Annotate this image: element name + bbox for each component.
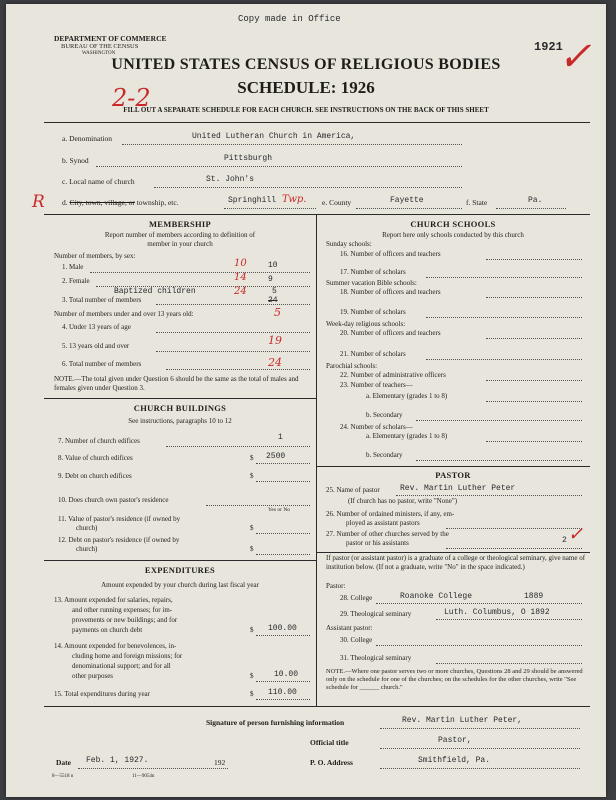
state-label: f. State: [466, 198, 488, 207]
synod-label: b. Synod: [62, 156, 89, 165]
q31-label: 31. Theological seminary: [340, 654, 412, 662]
rule: [224, 208, 316, 209]
print-code: 11—9054n: [132, 774, 155, 779]
q27-value: 2: [562, 536, 567, 545]
q11-label: church): [76, 524, 98, 532]
date-value: Feb. 1, 1927.: [86, 756, 149, 765]
rule: [256, 635, 310, 636]
official-title-value: Pastor,: [438, 736, 472, 745]
date-suffix: 192: [214, 758, 226, 767]
q14-label: other purposes: [72, 672, 114, 680]
membership-note: NOTE.—The total given under Question 6 should be the same as the total of males and females given under Question 3.: [54, 375, 299, 392]
q12-label: 12. Debt on pastor's residence (if owned by: [58, 536, 180, 544]
dept-line1: DEPARTMENT OF COMMERCE: [54, 34, 167, 43]
divider: [44, 214, 590, 215]
local-name-value: St. John's: [206, 175, 255, 184]
rule: [446, 528, 582, 529]
divider: [44, 398, 316, 399]
rule: [78, 768, 228, 769]
q13-label: 13. Amount expended for salaries, repairs,: [54, 596, 173, 604]
dollar-sign: $: [250, 626, 254, 634]
rule: [256, 481, 310, 482]
rule: [380, 748, 580, 749]
q20-label: 20. Number of officers and teachers: [340, 329, 441, 337]
local-name-label: c. Local name of church: [62, 177, 135, 186]
buildings-heading: CHURCH BUILDINGS: [133, 403, 227, 413]
rule: [256, 463, 310, 464]
schedule-title: SCHEDULE: 1926: [237, 78, 375, 97]
date-label: Date: [56, 758, 71, 767]
check-mark: ✓: [568, 524, 584, 545]
by-sex-label: Number of members, by sex:: [54, 252, 136, 260]
q13-label: payments on church debt: [72, 626, 143, 634]
yes-no-hint: Yes or No: [268, 507, 291, 513]
rule: [436, 663, 582, 664]
rule: [436, 619, 582, 620]
q8-value: 2500: [266, 452, 286, 461]
rule: [256, 681, 310, 682]
rule: [376, 645, 582, 646]
pastor-sub-label: Pastor:: [326, 582, 346, 590]
q23a-label: a. Elementary (grades 1 to 8): [366, 392, 448, 400]
rule: [446, 548, 582, 549]
official-title-label: Official title: [310, 738, 349, 747]
q3-value: 24: [268, 296, 278, 305]
q14-label: cluding home and foreign missions; for: [72, 652, 183, 660]
rule: [156, 304, 310, 305]
rule: [486, 380, 582, 381]
graduate-note: If pastor (or assistant pastor) is a graduate of a college or theological seminary, give name of institution below. (If not a graduate, write "No" in the space indicated.): [326, 554, 586, 571]
buildings-sub: See instructions, paragraphs 10 to 12: [128, 417, 232, 425]
q14-label: 14. Amount expended for benevolences, in-: [54, 642, 177, 650]
rule: [156, 351, 310, 352]
q27-label: 27. Number of other churches served by the: [326, 530, 449, 538]
rule: [376, 603, 582, 604]
rule: [416, 420, 582, 421]
q23b-label: b. Secondary: [366, 411, 403, 419]
q14-value: 10.00: [274, 670, 299, 679]
print-code: 8—5518 n: [52, 774, 74, 779]
q24a-label: a. Elementary (grades 1 to 8): [366, 432, 448, 440]
q16-label: 16. Number of officers and teachers: [340, 250, 441, 258]
rule: [496, 208, 566, 209]
membership-intro: member in your church: [147, 240, 213, 248]
q12-label: church): [76, 545, 98, 553]
divider: [316, 552, 590, 553]
rule: [486, 338, 582, 339]
q13-value: 100.00: [268, 624, 297, 633]
parochial-label: Parochial schools:: [326, 362, 378, 370]
dollar-sign: $: [250, 545, 254, 553]
schools-heading: CHURCH SCHOOLS: [410, 219, 496, 229]
page-title: UNITED STATES CENSUS OF RELIGIOUS BODIES: [111, 56, 501, 73]
q2b-hand: 24: [234, 286, 247, 297]
q28-value: Roanoke College: [400, 592, 473, 601]
q21-label: 21. Number of scholars: [340, 350, 406, 358]
dollar-sign: $: [250, 524, 254, 532]
divider: [316, 466, 590, 467]
dollar-sign: $: [250, 454, 254, 462]
q3-label: 3. Total number of members: [62, 296, 142, 304]
expenditures-heading: EXPENDITURES: [144, 565, 216, 575]
rule: [380, 768, 580, 769]
rule: [256, 699, 310, 700]
denomination-label: a. Denomination: [62, 134, 112, 143]
weekday-label: Week-day religious schools:: [326, 320, 406, 328]
assistant-label: Assistant pastor:: [326, 624, 373, 632]
dept-line2: BUREAU OF THE CENSUS: [61, 43, 139, 50]
q10-label: 10. Does church own pastor's residence: [58, 496, 169, 504]
pastor-heading: PASTOR: [435, 470, 471, 480]
denomination-value: United Lutheran Church in America,: [192, 132, 356, 141]
rule: [156, 332, 310, 333]
divider: [44, 122, 590, 123]
q6-value: 24: [268, 356, 282, 369]
q13-label: provements or new buildings; and for: [72, 616, 178, 624]
margin-mark: R: [32, 192, 45, 212]
q7-label: 7. Number of church edifices: [58, 437, 140, 445]
q26-label: ployed as assistant pastors: [346, 519, 420, 527]
county-label: e. County: [322, 198, 352, 207]
summer-label: Summer vacation Bible schools:: [326, 279, 417, 287]
rule: [380, 728, 580, 729]
q25-note: (If church has no pastor, write "None"): [348, 497, 458, 505]
q23-label: 23. Number of teachers—: [340, 381, 413, 389]
q2-hand: 14: [234, 272, 247, 283]
q25-label: 25. Name of pastor: [326, 486, 380, 494]
q4-value: 5: [274, 306, 281, 319]
q24b-label: b. Secondary: [366, 451, 403, 459]
rule: [486, 259, 582, 260]
divider: [44, 706, 590, 707]
q2b-value: 5: [272, 287, 277, 296]
rule: [90, 272, 310, 273]
q7-value: 1: [278, 433, 283, 442]
q26-label: 26. Number of ordained ministers, if any, em-: [326, 510, 455, 518]
q8-label: 8. Value of church edifices: [58, 454, 133, 462]
state-value: Pa.: [528, 196, 543, 205]
census-schedule-sheet: [6, 4, 606, 797]
q24-label: 24. Number of scholars—: [340, 423, 413, 431]
q28-year: 1889: [524, 592, 544, 601]
q29-value: Luth. Columbus, O 1892: [444, 608, 550, 617]
check-mark: ✓: [558, 34, 592, 80]
q1-label: 1. Male: [62, 263, 84, 271]
q29-label: 29. Theological seminary: [340, 610, 412, 618]
q2-label: 2. Female: [62, 277, 90, 285]
q17-label: 17. Number of scholars: [340, 268, 406, 276]
q2-value: 9: [268, 275, 273, 284]
sunday-label: Sunday schools:: [326, 240, 372, 248]
q5-label: 5. 13 years old and over: [62, 342, 130, 350]
dept-line3: WASHINGTON: [82, 51, 116, 56]
rule: [416, 460, 582, 461]
baptized-children-label: Baptized children: [114, 287, 196, 296]
q22-label: 22. Number of administrative officers: [340, 371, 446, 379]
township-hand: Twp.: [282, 194, 307, 205]
q13-label: and other running expenses; for im-: [72, 606, 173, 614]
pastor-note: NOTE.—Where one pastor serves two or more churches, Questions 28 and 29 should be answered only on the schedule for one of the churches; on the schedules for the other churches, write "See schedule for ______ church.": [326, 668, 583, 691]
rule: [486, 441, 582, 442]
rule: [426, 277, 582, 278]
q11-label: 11. Value of pastor's residence (if owned by: [58, 515, 181, 523]
po-address-value: Smithfield, Pa.: [418, 756, 491, 765]
rule: [426, 317, 582, 318]
q15-label: 15. Total expenditures during year: [54, 690, 150, 698]
po-address-label: P. O. Address: [310, 758, 353, 767]
q28-label: 28. College: [340, 594, 373, 602]
q25-value: Rev. Martin Luther Peter: [400, 484, 516, 493]
rule: [426, 359, 582, 360]
rule: [356, 208, 462, 209]
q5-value: 19: [268, 334, 282, 347]
q1-hand: 10: [234, 258, 247, 269]
rule: [166, 446, 310, 447]
synod-value: Pittsburgh: [224, 154, 273, 163]
rule: [396, 495, 582, 496]
age-intro: Number of members under and over 13 years old:: [54, 310, 194, 318]
membership-heading: MEMBERSHIP: [148, 219, 212, 229]
schools-intro: Report here only schools conducted by this church: [382, 231, 524, 239]
membership-intro: Report number of members according to definition of: [104, 231, 256, 239]
rule: [256, 533, 310, 534]
rule: [122, 144, 462, 145]
rule: [166, 369, 310, 370]
rule: [486, 401, 582, 402]
instruction-line: FILL OUT A SEPARATE SCHEDULE FOR EACH CHURCH. SEE INSTRUCTIONS ON THE BACK OF THIS SHEET: [123, 106, 489, 114]
copy-stamp: Copy made in Office: [238, 14, 341, 24]
q4-label: 4. Under 13 years of age: [62, 323, 131, 331]
column-divider: [316, 214, 317, 706]
q18-label: 18. Number of officers and teachers: [340, 288, 441, 296]
handwritten-mark: 2-2: [112, 84, 151, 112]
rule: [256, 554, 310, 555]
dollar-sign: $: [250, 472, 254, 480]
locality-label-struck: City, town, village, or: [69, 198, 135, 207]
locality-prefix: d.: [62, 198, 68, 207]
q14-label: denominational support; and for all: [72, 662, 171, 670]
q6-label: 6. Total number of members: [62, 360, 142, 368]
divider: [44, 560, 316, 561]
q27-label: pastor or his assistants: [346, 539, 409, 547]
rule: [206, 505, 310, 506]
signature-label: Signature of person furnishing information: [206, 718, 345, 727]
rule: [154, 187, 462, 188]
locality-label: township, etc.: [136, 198, 179, 207]
signature-value: Rev. Martin Luther Peter,: [402, 716, 523, 725]
dollar-sign: $: [250, 672, 254, 680]
expenditures-sub: Amount expended by your church during last fiscal year: [101, 581, 259, 589]
dollar-sign: $: [250, 690, 254, 698]
county-value: Fayette: [390, 196, 424, 205]
q30-label: 30. College: [340, 636, 373, 644]
rule: [486, 297, 582, 298]
township-value: Springhill: [228, 196, 277, 205]
q1-value: 10: [268, 261, 278, 270]
rule: [96, 166, 462, 167]
form-number: 1921: [534, 40, 563, 54]
q9-label: 9. Debt on church edifices: [58, 472, 132, 480]
q15-value: 110.00: [268, 688, 297, 697]
q19-label: 19. Number of scholars: [340, 308, 406, 316]
